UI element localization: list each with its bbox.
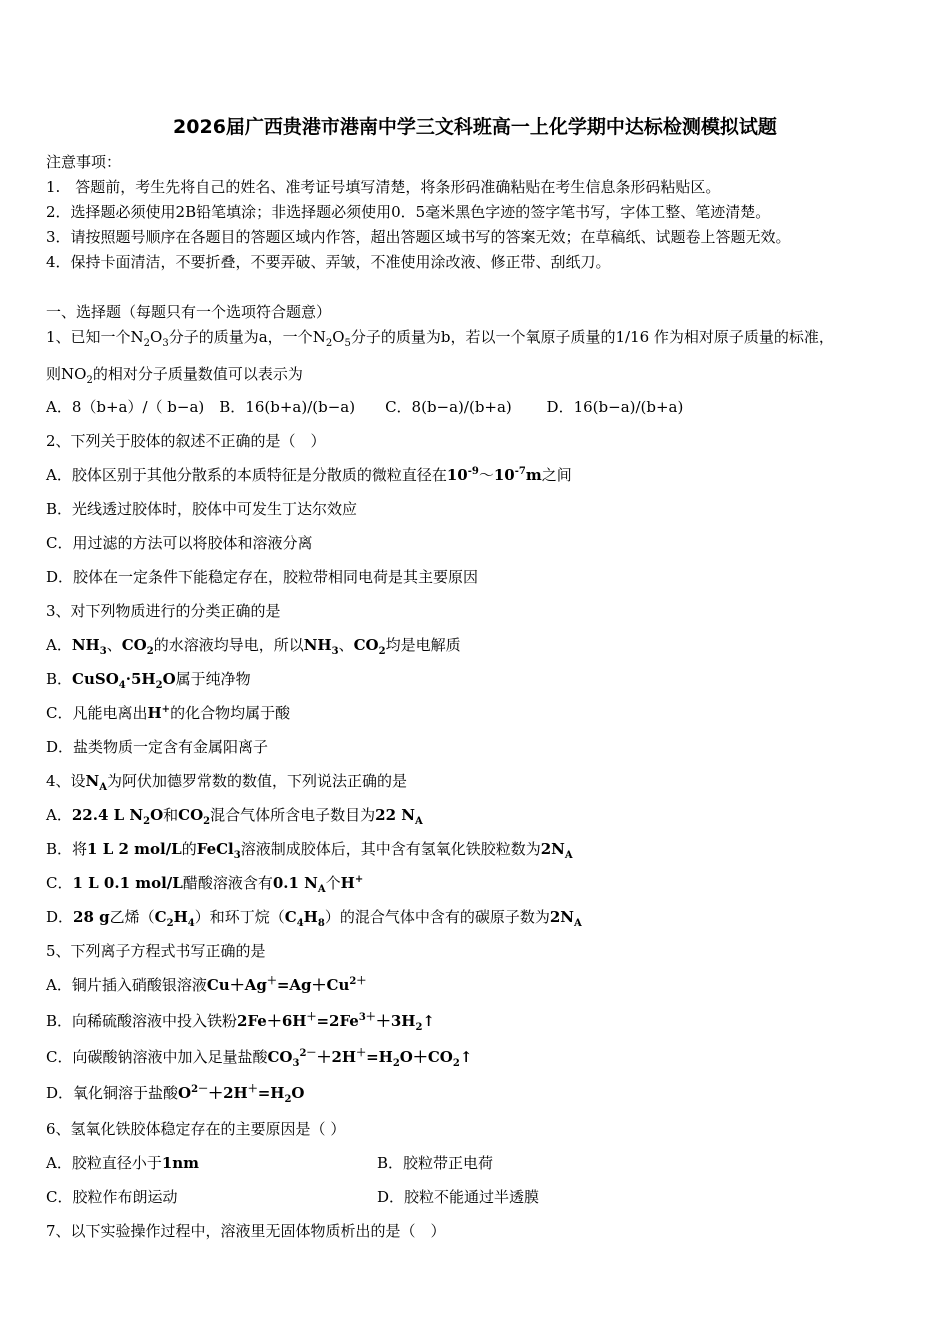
page-title: 2026届广西贵港市港南中学三文科班高一上化学期中达标检测模拟试题 — [173, 116, 777, 138]
notice-item-3: 3．请按照题号顺序在各题目的答题区域内作答，超出答题区域书写的答案无效；在草稿纸、试题卷上答题无效。 — [46, 228, 791, 246]
question-6-option-a: A．胶粒直径小于1nm — [46, 1154, 200, 1172]
question-4-option-c: C．1 L 0.1 mol/L醋酸溶液含有0.1 $N_A$个H+ — [46, 874, 364, 895]
question-4-stem: 4、设$N_A$为阿伏加德罗常数的数值，下列说法正确的是 — [46, 772, 408, 793]
question-5-option-c: C．向碳酸钠溶液中加入足量盐酸$CO_3^{2-}+2H^+=H_2O+CO_2↑$ — [46, 1048, 473, 1069]
section-heading: 一、选择题（每题只有一个选项符合题意） — [46, 303, 332, 321]
question-3-stem: 3、对下列物质进行的分类正确的是 — [46, 602, 281, 620]
question-7-stem: 7、以下实验操作过程中，溶液里无固体物质析出的是（ ） — [46, 1222, 446, 1240]
question-5-option-d: D．氧化铜溶于盐酸$O^{2-}+2H^+=H_2O$ — [46, 1084, 305, 1105]
question-5-option-b: B．向稀硫酸溶液中投入铁粉$2Fe+6H^+=2Fe^{3+}+3H_2↑$ — [46, 1012, 435, 1033]
question-5-option-a: A．铜片插入硝酸银溶液$Cu+Ag^+=Ag+Cu^{2+}$ — [46, 976, 367, 994]
question-2-option-d: D．胶体在一定条件下能稳定存在，胶粒带相同电荷是其主要原因 — [46, 568, 479, 586]
question-6-option-d: D．胶粒不能通过半透膜 — [377, 1188, 540, 1206]
question-1-stem-cont: 则$NO_2$的相对分子质量数值可以表示为 — [46, 365, 303, 386]
question-3-option-b: B．$CuSO_4\cdot 5H_2O$属于纯净物 — [46, 670, 251, 691]
question-2-option-a: A．胶体区别于其他分散系的本质特征是分散质的微粒直径在$10^{-9}\sim 10^{-7}m$之间 — [46, 466, 572, 484]
question-2-stem: 2、下列关于胶体的叙述不正确的是（ ） — [46, 432, 326, 450]
question-1-options: A．8（b+a）/（ b−a) B．16(b+a)/(b−a) C．8(b−a)/(b+a) D．16(b−a)/(b+a) — [46, 398, 684, 416]
question-6-option-c: C．胶粒作布朗运动 — [46, 1188, 178, 1206]
notice-item-2: 2．选择题必须使用2B铅笔填涂；非选择题必须使用0．5毫米黑色字迹的签字笔书写，字体工整、笔迹清楚。 — [46, 203, 771, 221]
notice-heading: 注意事项： — [46, 153, 122, 171]
question-4-option-b: B．将1 L 2 mol/L的FeCl$_3$溶液制成胶体后，其中含有氢氧化铁胶粒数为$2N_A$ — [46, 840, 573, 861]
question-4-option-d: D．28 g乙烯$(C_2H_4)$和环丁烷$(C_4H_8)$的混合气体中含有的碳原子数为$2N_A$ — [46, 908, 582, 929]
question-4-option-a: A．22.4 L $N_2O$和$CO_2$混合气体所含电子数目为22 $N_A$ — [46, 806, 423, 827]
question-2-option-c: C．用过滤的方法可以将胶体和溶液分离 — [46, 534, 313, 552]
notice-item-4: 4．保持卡面清洁，不要折叠，不要弄破、弄皱，不准使用涂改液、修正带、刮纸刀。 — [46, 253, 611, 271]
question-3-option-d: D．盐类物质一定含有金属阳离子 — [46, 738, 269, 756]
question-3-option-c: C．凡能电离出H+的化合物均属于酸 — [46, 704, 291, 722]
question-2-option-b: B．光线透过胶体时，胶体中可发生丁达尔效应 — [46, 500, 358, 518]
question-6-option-b: B．胶粒带正电荷 — [377, 1154, 494, 1172]
notice-item-1: 1. 答题前，考生先将自己的姓名、准考证号填写清楚，将条形码准确粘贴在考生信息条形码粘贴区。 — [46, 178, 721, 196]
question-5-stem: 5、下列离子方程式书写正确的是 — [46, 942, 266, 960]
question-3-option-a: A．$NH_3$、$CO_2$的水溶液均导电，所以$NH_3$、$CO_2$均是电解质 — [46, 636, 461, 657]
question-6-stem: 6、氢氧化铁胶体稳定存在的主要原因是（ ） — [46, 1120, 346, 1138]
question-1-stem: 1、已知一个$N_2O_3$分子的质量为a，一个$N_2O_5$分子的质量为b，若以一个氧原子质量的1/16 作为相对原子质量的标准， — [46, 328, 834, 349]
